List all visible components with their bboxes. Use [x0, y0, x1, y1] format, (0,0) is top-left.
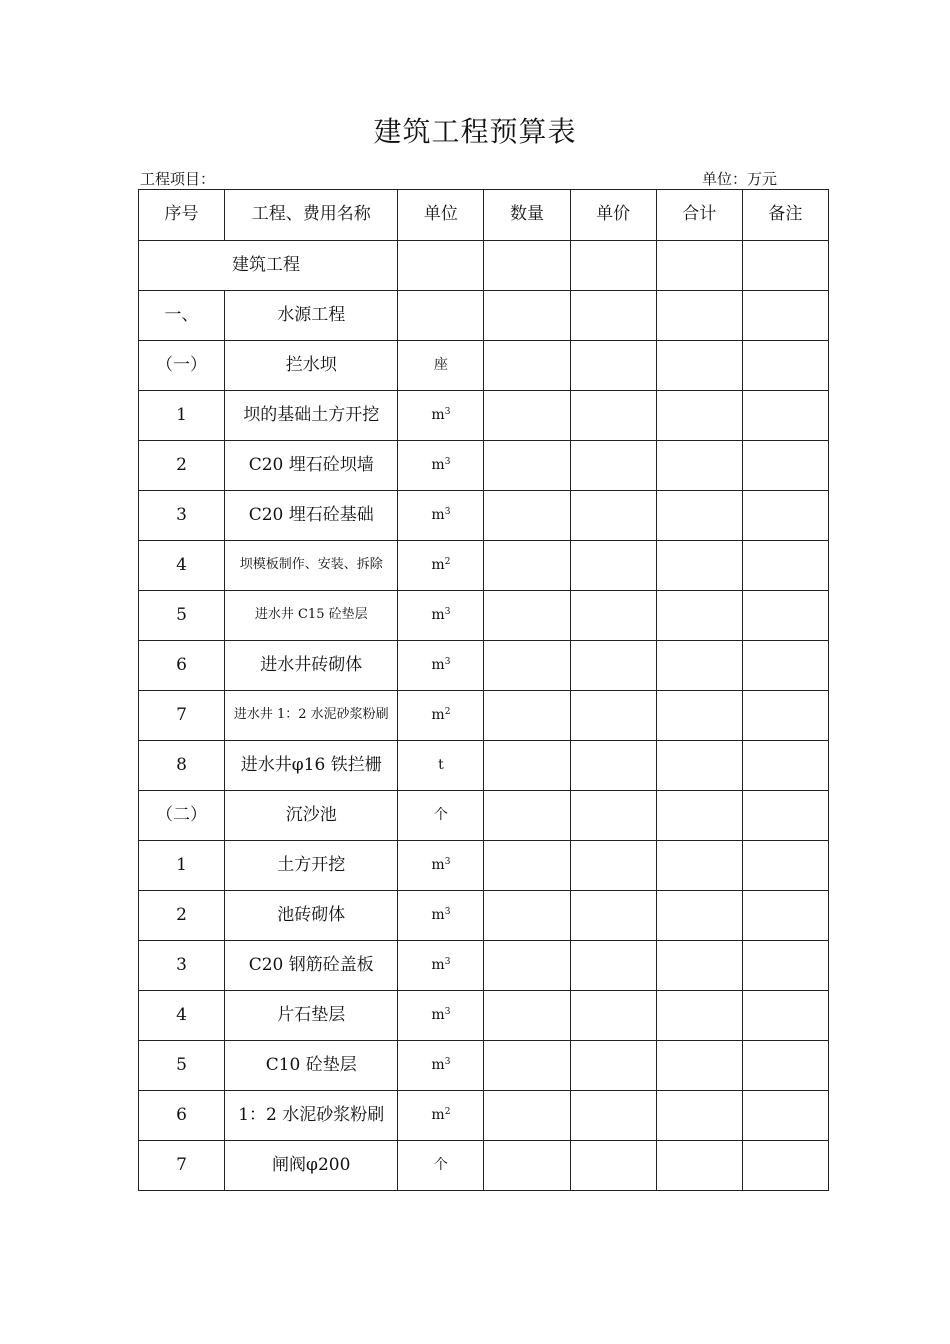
item-name: C20 埋石砼基础 [225, 491, 398, 541]
table-cell [656, 791, 742, 841]
table-row [139, 941, 829, 991]
table-cell [656, 691, 742, 741]
table-cell [484, 1091, 570, 1141]
item-name: 沉沙池 [225, 791, 398, 841]
unit-exponent: 2 [444, 556, 451, 567]
table-cell [570, 341, 656, 391]
header-cell: 合计 [656, 190, 742, 241]
item-unit [398, 341, 484, 391]
unit-text: m [431, 956, 445, 973]
table-cell [484, 1141, 570, 1191]
table-row [139, 841, 829, 891]
header-cell: 单价 [570, 190, 656, 241]
project-label: 工程项目： [140, 170, 216, 188]
table-cell [742, 241, 828, 291]
table-row [139, 591, 829, 641]
item-name: 进水井φ16 铁拦栅 [225, 741, 398, 791]
table-row [139, 691, 829, 741]
table-cell [656, 491, 742, 541]
table-cell [742, 891, 828, 941]
unit-text: m [431, 606, 445, 623]
row-number: （二） [139, 791, 225, 841]
table-row [139, 541, 829, 591]
page-title: 建筑工程预算表 [373, 115, 577, 148]
header-cell: 备注 [742, 190, 828, 241]
item-name: 闸阀φ200 [225, 1141, 398, 1191]
table-cell [742, 941, 828, 991]
table-cell [570, 291, 656, 341]
item-unit [398, 491, 484, 541]
row-number: 6 [139, 641, 225, 691]
row-number: 1 [139, 391, 225, 441]
item-unit [398, 691, 484, 741]
unit-exponent: 3 [444, 906, 451, 917]
table-row [139, 491, 829, 541]
table-cell [742, 691, 828, 741]
table-cell [484, 491, 570, 541]
item-unit [398, 791, 484, 841]
unit-exponent: 3 [444, 1056, 451, 1067]
unit-exponent: 3 [444, 656, 451, 667]
header-cell: 序号 [139, 190, 225, 241]
unit-text: m [431, 856, 445, 873]
item-name: 坝的基础土方开挖 [225, 391, 398, 441]
table-cell [570, 1091, 656, 1141]
table-cell [570, 691, 656, 741]
table-cell [656, 941, 742, 991]
table-cell [484, 241, 570, 291]
row-number: 一、 [139, 291, 225, 341]
row-number: 7 [139, 1141, 225, 1191]
row-number: （一） [139, 341, 225, 391]
table-row [139, 391, 829, 441]
item-unit [398, 1091, 484, 1141]
table-cell [742, 991, 828, 1041]
table-cell [484, 641, 570, 691]
item-name: 进水井砖砌体 [225, 641, 398, 691]
unit-exponent: 3 [444, 956, 451, 967]
table-cell [656, 241, 742, 291]
table-cell [742, 841, 828, 891]
item-name: C20 埋石砼坝墙 [225, 441, 398, 491]
table-row [139, 291, 829, 341]
table-cell [570, 591, 656, 641]
unit-exponent: 2 [444, 706, 451, 717]
unit-exponent: 3 [444, 506, 451, 517]
table-cell [742, 1141, 828, 1191]
table-cell [742, 291, 828, 341]
item-name: 1：2 水泥砂浆粉刷 [225, 1091, 398, 1141]
unit-text: t [438, 756, 444, 773]
table-cell [742, 341, 828, 391]
unit-exponent: 2 [444, 1106, 451, 1117]
item-name: C10 砼垫层 [225, 1041, 398, 1091]
unit-exponent: 3 [444, 456, 451, 467]
budget-table [138, 189, 829, 1191]
unit-text: m [431, 406, 445, 423]
unit-exponent: 3 [444, 406, 451, 417]
table-cell [570, 441, 656, 491]
table-cell [484, 591, 570, 641]
table-cell [742, 741, 828, 791]
table-cell [742, 391, 828, 441]
row-number: 5 [139, 1041, 225, 1091]
table-cell [484, 841, 570, 891]
row-number: 7 [139, 691, 225, 741]
unit-text: m [431, 456, 445, 473]
table-cell [570, 1041, 656, 1091]
table-row [139, 641, 829, 691]
table-row [139, 341, 829, 391]
header-cell: 数量 [484, 190, 570, 241]
table-cell [656, 1141, 742, 1191]
unit-text: 座 [433, 356, 448, 373]
table-cell [742, 1041, 828, 1091]
item-unit [398, 741, 484, 791]
table-cell [484, 391, 570, 441]
table-row [139, 1091, 829, 1141]
table-cell [570, 991, 656, 1041]
item-unit [398, 541, 484, 591]
table-row [139, 791, 829, 841]
row-number: 8 [139, 741, 225, 791]
table-cell [484, 291, 570, 341]
table-cell [656, 541, 742, 591]
table-cell [656, 1091, 742, 1141]
table-cell [656, 591, 742, 641]
table-cell [484, 541, 570, 591]
unit-exponent: 3 [444, 1006, 451, 1017]
table-cell [656, 891, 742, 941]
table-cell [484, 441, 570, 491]
unit-text: m [431, 1056, 445, 1073]
unit-text: m [431, 1106, 445, 1123]
item-unit [398, 1041, 484, 1091]
unit-text: 个 [433, 1156, 448, 1173]
unit-exponent: 3 [444, 606, 451, 617]
row-number: 3 [139, 941, 225, 991]
table-cell [742, 591, 828, 641]
item-name: C20 钢筋砼盖板 [225, 941, 398, 991]
table-cell [656, 1041, 742, 1091]
item-unit [398, 941, 484, 991]
unit-exponent: 3 [444, 856, 451, 867]
table-cell [570, 791, 656, 841]
table-row [139, 741, 829, 791]
table-cell [398, 241, 484, 291]
row-number: 5 [139, 591, 225, 641]
table-cell [656, 991, 742, 1041]
table-cell [570, 941, 656, 991]
section-title: 建筑工程 [139, 241, 398, 291]
table-cell [570, 741, 656, 791]
header-row [139, 190, 829, 241]
table-cell [484, 891, 570, 941]
row-number: 4 [139, 991, 225, 1041]
table-cell [484, 741, 570, 791]
table-row [139, 891, 829, 941]
row-number: 3 [139, 491, 225, 541]
table-cell [570, 491, 656, 541]
table-cell [742, 1091, 828, 1141]
unit-text: m [431, 906, 445, 923]
table-cell [742, 641, 828, 691]
table-cell [570, 891, 656, 941]
table-cell [484, 1041, 570, 1091]
item-name: 池砖砌体 [225, 891, 398, 941]
table-cell [742, 491, 828, 541]
table-cell [656, 641, 742, 691]
table-cell [570, 241, 656, 291]
row-number: 4 [139, 541, 225, 591]
item-name: 拦水坝 [225, 341, 398, 391]
item-name: 土方开挖 [225, 841, 398, 891]
unit-text: 个 [433, 806, 448, 823]
unit-text: m [431, 556, 445, 573]
table-cell [656, 391, 742, 441]
section-row [139, 241, 829, 291]
table-cell [484, 941, 570, 991]
unit-text: m [431, 1006, 445, 1023]
table-cell [484, 691, 570, 741]
unit-text: m [431, 706, 445, 723]
table-cell [742, 541, 828, 591]
table-cell [656, 841, 742, 891]
item-unit [398, 591, 484, 641]
table-cell [656, 341, 742, 391]
table-cell [570, 541, 656, 591]
table-row [139, 991, 829, 1041]
item-unit [398, 641, 484, 691]
row-number: 1 [139, 841, 225, 891]
row-number: 6 [139, 1091, 225, 1141]
item-unit [398, 391, 484, 441]
table-cell [570, 641, 656, 691]
row-number: 2 [139, 441, 225, 491]
item-name: 进水井 1：2 水泥砂浆粉刷 [225, 691, 398, 741]
item-unit [398, 841, 484, 891]
table-row [139, 441, 829, 491]
table-cell [570, 841, 656, 891]
table-cell [656, 291, 742, 341]
item-name: 片石垫层 [225, 991, 398, 1041]
unit-text: m [431, 656, 445, 673]
item-unit [398, 891, 484, 941]
table-cell [570, 1141, 656, 1191]
header-cell: 单位 [398, 190, 484, 241]
header-cell: 工程、费用名称 [225, 190, 398, 241]
item-name: 进水井 C15 砼垫层 [225, 591, 398, 641]
unit-text: m [431, 506, 445, 523]
table-cell [742, 441, 828, 491]
table-cell [570, 391, 656, 441]
table-cell [742, 791, 828, 841]
item-unit [398, 1141, 484, 1191]
table-cell [656, 741, 742, 791]
unit-label: 单位：万元 [702, 170, 778, 188]
item-name: 水源工程 [225, 291, 398, 341]
table-cell [484, 991, 570, 1041]
table-row [139, 1141, 829, 1191]
table-cell [484, 341, 570, 391]
table-row [139, 1041, 829, 1091]
table-cell [656, 441, 742, 491]
item-unit [398, 991, 484, 1041]
item-unit [398, 441, 484, 491]
item-unit [398, 291, 484, 341]
row-number: 2 [139, 891, 225, 941]
item-name: 坝模板制作、安装、拆除 [225, 541, 398, 591]
table-cell [484, 791, 570, 841]
